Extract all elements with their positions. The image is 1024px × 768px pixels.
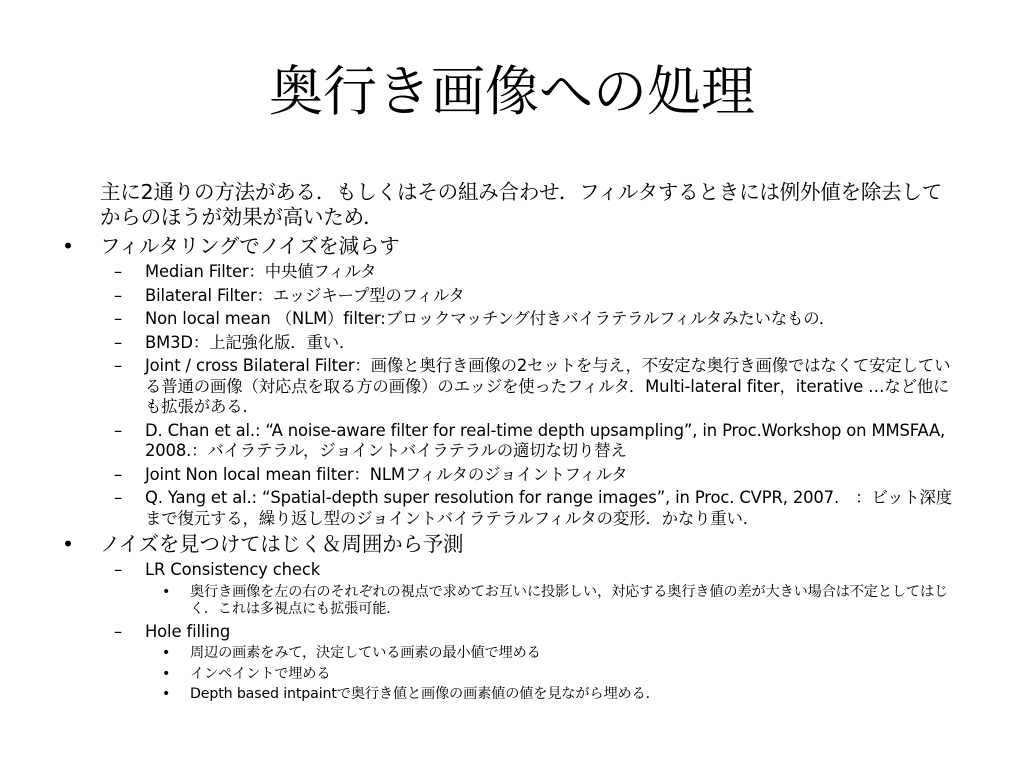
bullet-marker: • <box>62 234 74 258</box>
section-filtering <box>62 234 962 259</box>
dash-marker: – <box>114 262 123 281</box>
section-noise-detection <box>62 532 962 557</box>
list-item <box>62 421 962 462</box>
section-heading: フィルタリングでノイズを減らす <box>100 234 400 258</box>
list-item <box>62 262 962 283</box>
dash-marker: – <box>114 356 123 375</box>
sub-list-item <box>62 666 962 684</box>
intro-paragraph: 主に2通りの方法がある．もしくはその組み合わせ．フィルタするときには例外値を除去してからのほうが効果が高いため． <box>100 180 943 229</box>
list-item <box>62 560 962 581</box>
item-text: Joint / cross Bilateral Filter：画像と奥行き画像の2セットを与え，不安定な奥行き画像ではなくて安定している普通の画像（対応点を取る方の画像）のエッジを使ったフィルタ．Multi-lateral fiter，iterative …など他にも拡張がある． <box>145 356 951 416</box>
slide-title: 奥行き画像への処理 <box>269 60 755 123</box>
list-item <box>62 465 962 486</box>
sub-list-item <box>62 584 962 619</box>
sub-list-item <box>62 686 962 704</box>
item-text: BM3D：上記強化版．重い． <box>145 332 356 352</box>
list-item <box>62 309 962 330</box>
bullet-marker: • <box>62 532 74 556</box>
dash-marker: – <box>114 285 123 305</box>
list-item <box>62 333 962 354</box>
dash-marker: – <box>114 420 123 440</box>
sub-item-text: インペイントで埋める <box>190 665 331 682</box>
sub-list-item <box>62 645 962 663</box>
list-item <box>62 622 962 643</box>
item-text: Hole filling <box>145 621 231 641</box>
dash-marker: – <box>114 464 123 484</box>
sub-item-text: 奥行き画像を左の右のそれぞれの視点で求めてお互いに投影しい，対応する奥行き値の差が大きい場合は不定としてはじく．これは多視点にも拡張可能． <box>190 583 949 617</box>
dash-marker: – <box>114 332 123 352</box>
bullet-marker: • <box>162 645 171 661</box>
bullet-marker: • <box>162 686 171 702</box>
item-text: Joint Non local mean filter：NLMフィルタのジョイントフィルタ <box>145 464 628 484</box>
list-item <box>62 356 962 418</box>
dash-marker: – <box>114 621 123 641</box>
item-text: LR Consistency check <box>145 560 321 579</box>
item-text: Median Filter：中央値フィルタ <box>145 262 377 281</box>
list-item <box>62 286 962 307</box>
item-text: Bilateral Filter：エッジキープ型のフィルタ <box>145 285 465 305</box>
bullet-marker: • <box>162 665 171 682</box>
dash-marker: – <box>114 488 123 507</box>
slide-body <box>62 180 962 707</box>
item-text: D. Chan et al.: “A noise-aware filter for real-time depth upsampling”, in Proc.Workshop on MMSFAA, 2008.：バイラテラル，ジョイントバイラテラルの適切な切り替え <box>145 420 946 460</box>
item-text: Q. Yang et al.: “Spatial-depth super resolution for range images”, in Proc. CVPR, 2007. ：ビット深度まで復元する，繰り返し型のジョイントバイラテラルフィルタの変形．かなり重い． <box>145 488 953 528</box>
dash-marker: – <box>114 560 123 579</box>
section-heading: ノイズを見つけてはじく＆周囲から予測 <box>100 532 464 556</box>
item-text: Non local mean （NLM）filter:ブロックマッチング付きバイラテラルフィルタみたいなもの． <box>145 309 836 328</box>
sub-item-text: Depth based intpaintで奥行き値と画像の画素値の値を見ながら埋める． <box>190 686 660 702</box>
dash-marker: – <box>114 309 123 328</box>
list-item <box>62 488 962 529</box>
sub-item-text: 周辺の画素をみて，決定している画素の最小値で埋める <box>190 645 541 661</box>
bullet-marker: • <box>162 583 171 600</box>
